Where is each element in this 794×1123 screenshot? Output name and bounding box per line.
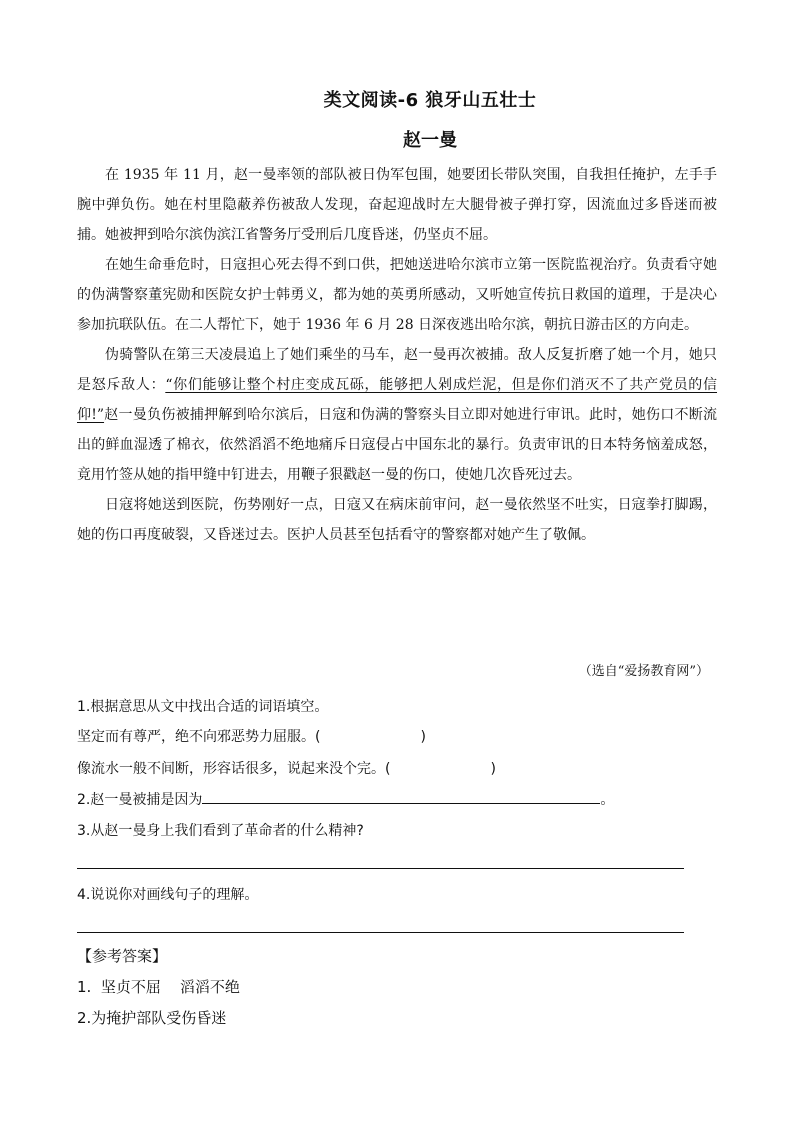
question-3-answer-line[interactable] xyxy=(77,868,684,869)
article-paragraph-3 xyxy=(77,340,717,490)
question-2-prompt: 2.赵一曼被捕是因为 xyxy=(77,792,203,808)
page-title: 类文阅读-6 狼牙山五壮士 xyxy=(323,90,537,111)
article-body xyxy=(77,160,717,550)
paragraph-3-rest: 赵一曼负伤被捕押解到哈尔滨后，日寇和伪满的警察头目立即对她进行审讯。此时，她伤口不断流出的鲜血湿透了棉衣，依然滔滔不绝地痛斥日寇侵占中国东北的暴行。负责审讯的日本特务恼羞成怒，竟用竹签从她的指甲缝中钉进去，用鞭子狠戳赵一曼的伤口，使她几次昏死过去。 xyxy=(77,407,717,483)
question-2 xyxy=(77,789,614,809)
question-2-end: 。 xyxy=(600,792,615,808)
article-source: （选自“爱扬教育网”） xyxy=(578,664,709,679)
article-paragraph-1: 在 1935 年 11 月，赵一曼率领的部队被日伪军包围，她要团长带队突围，自我担任掩护，左手手腕中弹负伤。她在村里隐蔽养伤被敌人发现，奋起迎战时左大腿骨被子弹打穿，因流血过多昏迷而被捕。她被押到哈尔滨伪滨江省警务厅受刑后几度昏迷，仍坚贞不屈。 xyxy=(77,167,717,243)
question-2-blank[interactable] xyxy=(202,789,600,804)
article-author: 赵一曼 xyxy=(403,130,457,151)
answers-heading: 【参考答案】 xyxy=(77,947,168,965)
question-1b xyxy=(77,758,496,778)
answer-1: 1. 坚贞不屈 滔滔不绝 xyxy=(77,978,240,996)
question-1a-close: ) xyxy=(420,729,426,745)
answer-2: 2.为掩护部队受伤昏迷 xyxy=(77,1009,227,1027)
paragraph-3-lead: 伪骑警队在第三天凌晨追上了她们乘坐的马车，赵一曼再次被捕。敌人反复折磨了她一个月，她只是怒斥敌人： xyxy=(77,347,717,393)
underlined-sentence: “你们能够让整个村庄变成瓦砾，能够把人剁成烂泥，但是你们消灭不了共产党员的信仰!” xyxy=(77,377,718,423)
question-1a xyxy=(77,726,426,746)
question-4: 4.说说你对画线句子的理解。 xyxy=(77,887,259,903)
question-1a-prompt: 坚定而有尊严，绝不向邪恶势力屈服。( xyxy=(77,729,321,745)
question-3: 3.从赵一曼身上我们看到了革命者的什么精神? xyxy=(77,823,364,839)
question-1b-close: ) xyxy=(490,761,496,777)
question-4-answer-line[interactable] xyxy=(77,932,684,933)
article-paragraph-2: 在她生命垂危时，日寇担心死去得不到口供，把她送进哈尔滨市立第一医院监视治疗。负责看守她的伪满警察董宪勋和医院女护士韩勇义，都为她的英勇所感动，又听她宣传抗日救国的道理，于是决心参加抗联队伍。在二人帮忙下，她于 1936 年 6 月 28 日深夜逃出哈尔滨，朝抗日游击区的方向走。 xyxy=(77,257,717,333)
question-1b-prompt: 像流水一般不间断，形容话很多，说起来没个完。( xyxy=(77,761,391,777)
article-paragraph-4: 日寇将她送到医院，伤势刚好一点，日寇又在病床前审问，赵一曼依然坚不吐实，日寇拳打脚踢，她的伤口再度破裂，又昏迷过去。医护人员甚至包括看守的警察都对她产生了敬佩。 xyxy=(77,497,717,543)
question-1: 1.根据意思从文中找出合适的词语填空。 xyxy=(77,699,329,715)
